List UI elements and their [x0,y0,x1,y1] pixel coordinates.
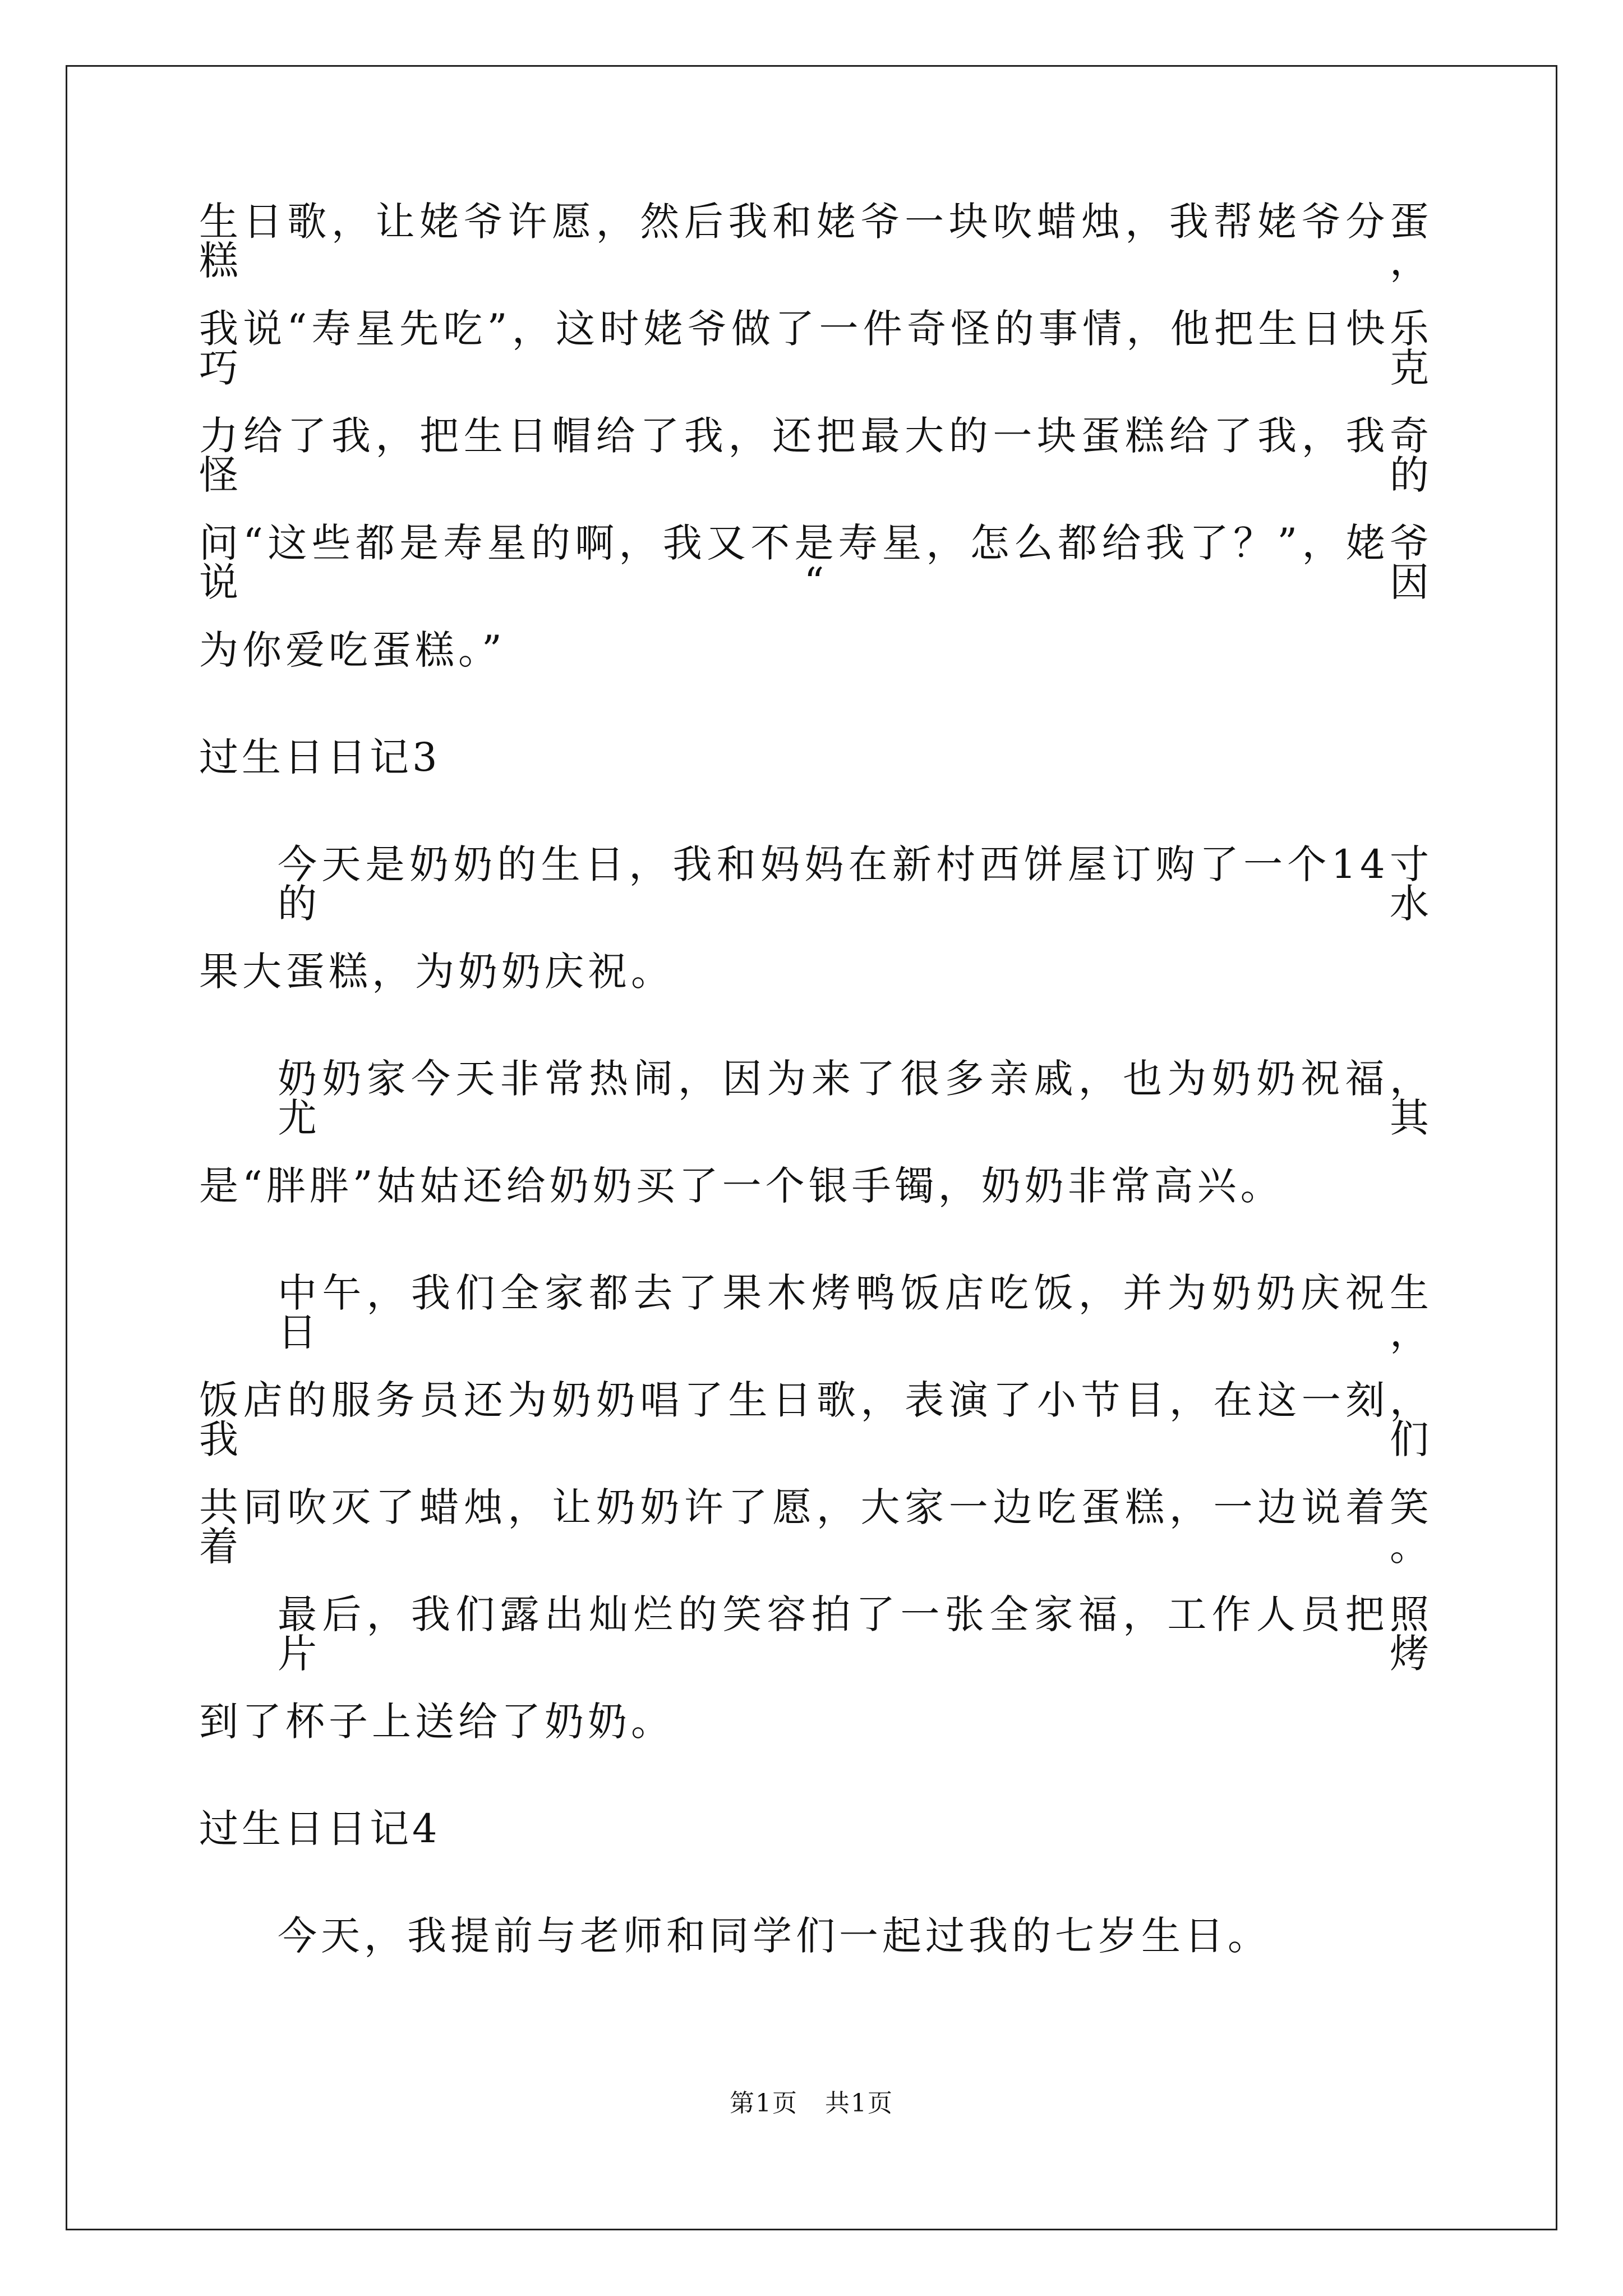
paragraph-first-line: 今天是奶奶的生日，我和妈妈在新村西饼屋订购了一个14寸的水 [278,841,1433,927]
text-line: 力给了我，把生日帽给了我，还把最大的一块蛋糕给了我，我奇怪的 [199,413,1433,498]
paragraph-first-line: 今天，我提前与老师和同学们一起过我的七岁生日。 [278,1913,1271,1959]
section-heading: 过生日日记4 [199,1806,441,1852]
text-line: 饭店的服务员还为奶奶唱了生日歌，表演了小节目，在这一刻，我们 [199,1377,1433,1462]
page-footer [0,2090,1623,2118]
section-heading: 过生日日记3 [199,734,441,780]
paragraph-first-line: 奶奶家今天非常热闹，因为来了很多亲戚，也为奶奶祝福，尤其 [278,1056,1433,1141]
text-line: 果大蛋糕，为奶奶庆祝。 [199,949,674,995]
document-body [199,199,1433,2023]
paragraph-first-line: 中午，我们全家都去了果木烤鸭饭店吃饭，并为奶奶庆祝生日， [278,1270,1433,1355]
page-number: 第1页 [730,2089,798,2118]
paragraph-first-line: 最后，我们露出灿烂的笑容拍了一张全家福，工作人员把照片烤 [278,1591,1433,1677]
text-line: 生日歌，让姥爷许愿，然后我和姥爷一块吹蜡烛，我帮姥爷分蛋糕， [199,199,1433,284]
text-line: 共同吹灭了蜡烛，让奶奶许了愿，大家一边吃蛋糕，一边说着笑着。 [199,1484,1433,1570]
text-line: 到了杯子上送给了奶奶。 [199,1699,674,1745]
text-line: 我说“寿星先吃”，这时姥爷做了一件奇怪的事情，他把生日快乐巧克 [199,306,1433,391]
text-line: 问“这些都是寿星的啊，我又不是寿星，怎么都给我了？”，姥爷说“因 [199,520,1433,605]
page-total: 共1页 [825,2089,893,2118]
text-line: 是“胖胖”姑姑还给奶奶买了一个银手镯，奶奶非常高兴。 [199,1163,1284,1209]
text-line: 为你爱吃蛋糕。” [199,627,506,673]
